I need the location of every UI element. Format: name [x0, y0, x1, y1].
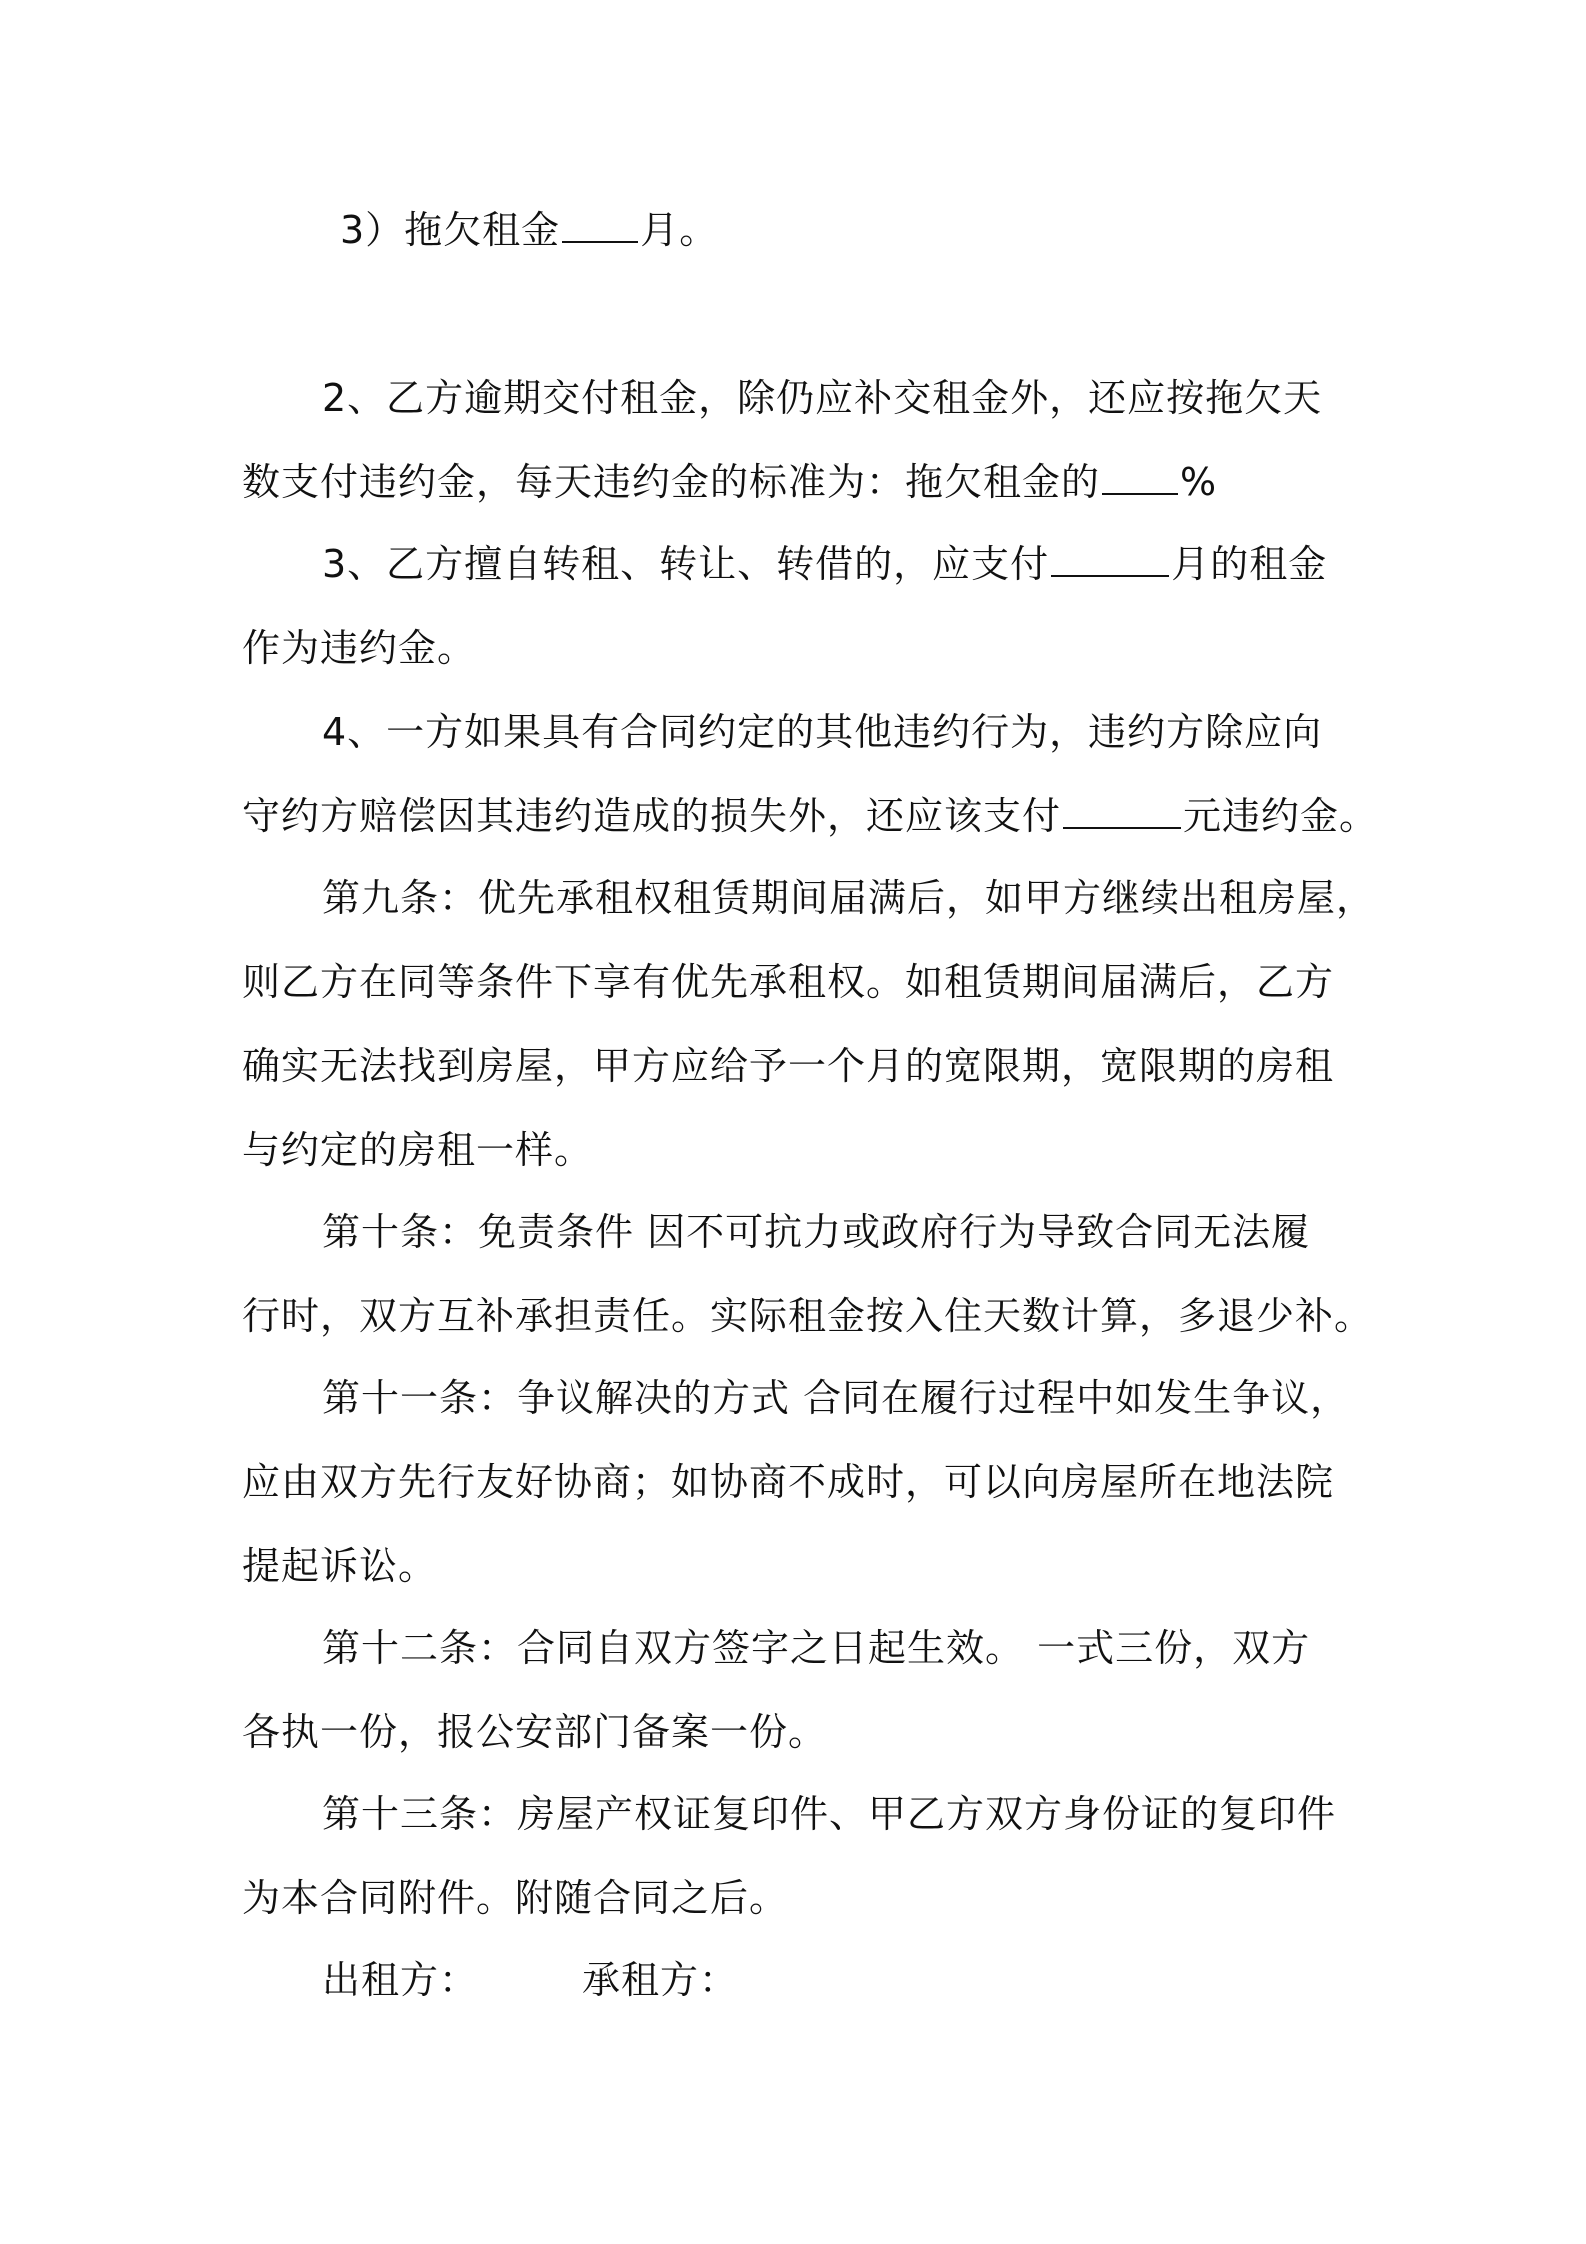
article-10-line-2: 行时，双方互补承担责任。实际租金按入住天数计算，多退少补。 — [242, 1294, 1374, 1338]
item-3-line — [340, 204, 718, 256]
para-4-line-1: 4、一方如果具有合同约定的其他违约行为，违约方除应向 — [322, 710, 1323, 754]
para-4-line-2-prefix: 守约方赔偿因其违约造成的损失外，还应该支付 — [242, 794, 1062, 838]
article-13-line-2: 为本合同附件。附随合同之后。 — [242, 1876, 789, 1920]
para-2-line-2-suffix: % — [1180, 460, 1218, 504]
article-9-line-2: 则乙方在同等条件下享有优先承租权。如租赁期间届满后，乙方 — [242, 960, 1335, 1004]
blank-field — [1102, 463, 1178, 495]
item-3-prefix: 3）拖欠租金 — [340, 208, 561, 252]
para-4-line-2-suffix: 元违约金。 — [1183, 794, 1379, 838]
article-10-line-1: 第十条：免责条件 因不可抗力或政府行为导致合同无法履 — [322, 1210, 1311, 1254]
blank-field — [562, 211, 638, 243]
para-3-line-2: 作为违约金。 — [242, 626, 477, 670]
lessor-signature-label: 出租方： — [322, 1958, 479, 2002]
para-2-line-2 — [242, 456, 1217, 508]
article-12-line-1: 第十二条：合同自双方签字之日起生效。 一式三份，双方 — [322, 1626, 1311, 1670]
blank-field — [1051, 545, 1169, 577]
article-12-line-2: 各执一份，报公安部门备案一份。 — [242, 1710, 828, 1754]
para-2-line-1: 2、乙方逾期交付租金，除仍应补交租金外，还应按拖欠天 — [322, 376, 1323, 420]
article-11-line-3: 提起诉讼。 — [242, 1544, 438, 1588]
item-3-suffix: 月。 — [640, 208, 719, 252]
para-3-line-1 — [322, 538, 1327, 590]
para-4-line-2 — [242, 790, 1378, 842]
article-9-line-1: 第九条：优先承租权租赁期间届满后，如甲方继续出租房屋， — [322, 876, 1376, 920]
para-2-line-2-prefix: 数支付违约金，每天违约金的标准为：拖欠租金的 — [242, 460, 1101, 504]
article-13-line-1: 第十三条：房屋产权证复印件、甲乙方双方身份证的复印件 — [322, 1792, 1337, 1836]
para-3-line-1-suffix: 月的租金 — [1171, 542, 1328, 586]
article-9-line-4: 与约定的房租一样。 — [242, 1128, 594, 1172]
para-3-line-1-prefix: 3、乙方擅自转租、转让、转借的，应支付 — [322, 542, 1050, 586]
lessee-signature-label: 承租方： — [582, 1958, 739, 2002]
article-11-line-2: 应由双方先行友好协商；如协商不成时，可以向房屋所在地法院 — [242, 1460, 1335, 1504]
blank-field — [1063, 797, 1181, 829]
article-11-line-1: 第十一条：争议解决的方式 合同在履行过程中如发生争议， — [322, 1376, 1350, 1420]
article-9-line-3: 确实无法找到房屋，甲方应给予一个月的宽限期，宽限期的房租 — [242, 1044, 1335, 1088]
